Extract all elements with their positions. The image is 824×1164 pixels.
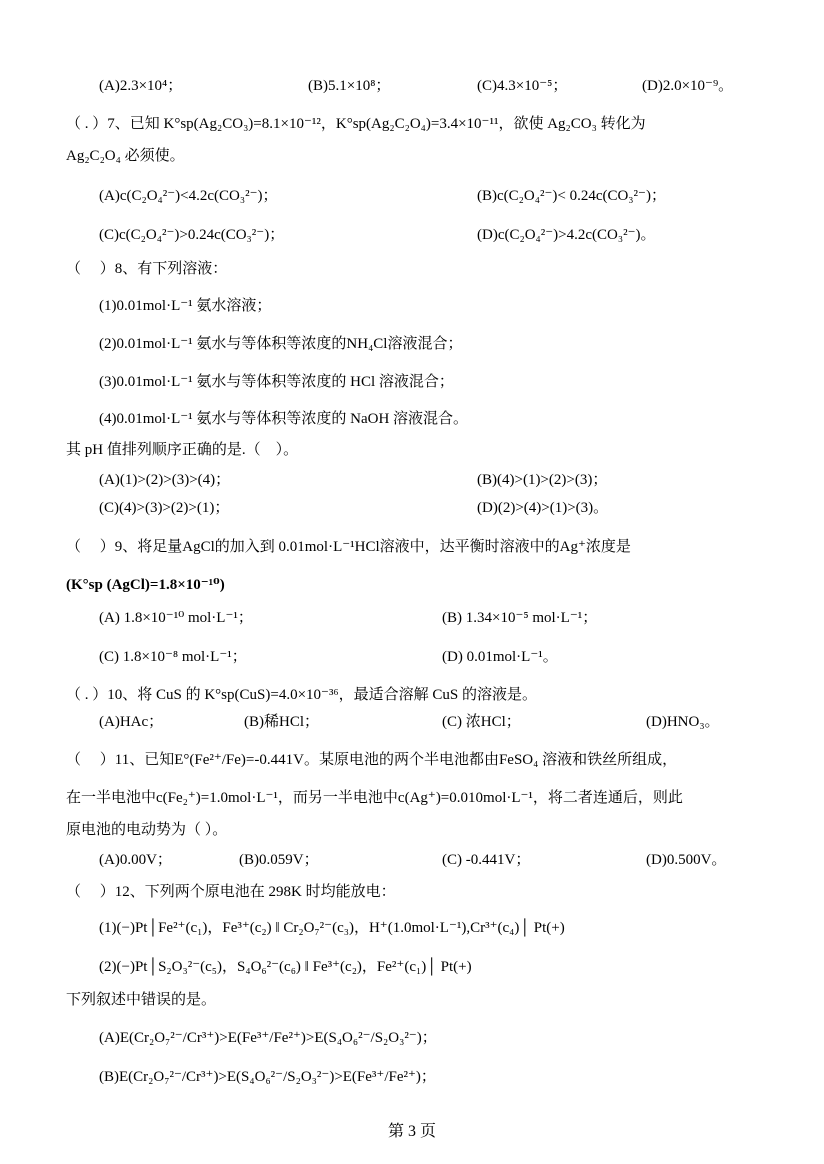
q9-option-a: (A) 1.8×10⁻¹⁰ mol·L⁻¹； <box>99 610 253 626</box>
q11-option-d: (D)0.500V。 <box>646 852 727 868</box>
q11-stem-line1: （ ）11、已知E°(Fe²⁺/Fe)=-0.441V。某原电池的两个半电池都由FeSO₄ 溶液和铁丝所组成， <box>66 752 678 768</box>
q8-item-1: (1)0.01mol·L⁻¹ 氨水溶液； <box>99 298 272 314</box>
q7-option-b: (B)c(C₂O₄²⁻)< 0.24c(CO₃²⁻)； <box>477 188 666 204</box>
q7-option-d: (D)c(C₂O₄²⁻)>4.2c(CO₃²⁻)。 <box>477 227 656 243</box>
q7-option-a: (A)c(C₂O₄²⁻)<4.2c(CO₃²⁻)； <box>99 188 278 204</box>
q8-item-4: (4)0.01mol·L⁻¹ 氨水与等体积等浓度的 NaOH 溶液混合。 <box>99 411 469 427</box>
q12-cell-2: (2)(−)Pt│S₂O₃²⁻(c₅)，S₄O₆²⁻(c₆) ‖ Fe³⁺(c₂)，Fe²⁺(c₁)│ Pt(+) <box>99 959 472 975</box>
q8-stem: （ ）8、有下列溶液： <box>66 261 228 277</box>
q7-stem-line1: （ . ）7、已知 K°sp(Ag₂CO₃)=8.1×10⁻¹²，K°sp(Ag₂C₂O₄)=3.4×10⁻¹¹，欲使 Ag₂CO₃ 转化为 <box>66 116 646 132</box>
q8-option-d: (D)(2)>(4)>(1)>(3)。 <box>477 500 609 516</box>
q6-option-c: (C)4.3×10⁻⁵； <box>477 78 568 94</box>
q9-option-d: (D) 0.01mol·L⁻¹。 <box>442 649 558 665</box>
q10-option-b: (B)稀HCl； <box>244 714 320 730</box>
q11-stem-line3: 原电池的电动势为（ ）。 <box>66 822 228 838</box>
q8-item-2: (2)0.01mol·L⁻¹ 氨水与等体积等浓度的NH₄Cl溶液混合； <box>99 336 463 352</box>
q8-option-b: (B)(4)>(1)>(2)>(3)； <box>477 472 608 488</box>
q11-option-a: (A)0.00V； <box>99 852 172 868</box>
q10-option-d: (D)HNO₃。 <box>646 714 720 730</box>
q12-question: 下列叙述中错误的是。 <box>66 992 217 1008</box>
q11-stem-line2: 在一半电池中c(Fe₂⁺)=1.0mol·L⁻¹，而另一半电池中c(Ag⁺)=0.010mol·L⁻¹，将二者连通后，则此 <box>66 790 683 806</box>
q8-item-3: (3)0.01mol·L⁻¹ 氨水与等体积等浓度的 HCl 溶液混合； <box>99 374 454 390</box>
q9-option-c: (C) 1.8×10⁻⁸ mol·L⁻¹； <box>99 649 247 665</box>
q8-option-c: (C)(4)>(3)>(2)>(1)； <box>99 500 230 516</box>
q6-option-a: (A)2.3×10⁴； <box>99 78 183 94</box>
q6-option-b: (B)5.1×10⁸； <box>308 78 391 94</box>
page-number: 第 3 页 <box>387 1123 436 1140</box>
q12-stem: （ ）12、下列两个原电池在 298K 时均能放电： <box>66 884 396 900</box>
q12-option-a: (A)E(Cr₂O₇²⁻/Cr³⁺)>E(Fe³⁺/Fe²⁺)>E(S₄O₆²⁻/S₂O₃²⁻)； <box>99 1030 437 1046</box>
q8-question: 其 pH 值排列顺序正确的是.（ ）。 <box>66 442 299 458</box>
q9-stem-line2: (K°sp (AgCl)=1.8×10⁻¹⁰) <box>66 577 225 593</box>
q12-cell-1: (1)(−)Pt│Fe²⁺(c₁)，Fe³⁺(c₂) ‖ Cr₂O₇²⁻(c₃)，H⁺(1.0mol·L⁻¹),Cr³⁺(c₄)│ Pt(+) <box>99 920 565 936</box>
q9-option-b: (B) 1.34×10⁻⁵ mol·L⁻¹； <box>442 610 598 626</box>
q12-option-b: (B)E(Cr₂O₇²⁻/Cr³⁺)>E(S₄O₆²⁻/S₂O₃²⁻)>E(Fe³⁺/Fe²⁺)； <box>99 1069 436 1085</box>
q11-option-b: (B)0.059V； <box>239 852 319 868</box>
q10-option-a: (A)HAc； <box>99 714 164 730</box>
q10-stem: （ . ）10、将 CuS 的 K°sp(CuS)=4.0×10⁻³⁶，最适合溶解 CuS 的溶液是。 <box>66 687 538 703</box>
q9-stem-line1: （ ）9、将足量AgCl的加入到 0.01mol·L⁻¹HCl溶液中，达平衡时溶液中的Ag⁺浓度是 <box>66 539 631 555</box>
q7-stem-line2: Ag₂C₂O₄ 必须使。 <box>66 148 185 164</box>
q8-option-a: (A)(1)>(2)>(3)>(4)； <box>99 472 231 488</box>
q6-option-d: (D)2.0×10⁻⁹。 <box>642 78 734 94</box>
q11-option-c: (C) -0.441V； <box>442 852 531 868</box>
q10-option-c: (C) 浓HCl； <box>442 714 521 730</box>
q7-option-c: (C)c(C₂O₄²⁻)>0.24c(CO₃²⁻)； <box>99 227 285 243</box>
